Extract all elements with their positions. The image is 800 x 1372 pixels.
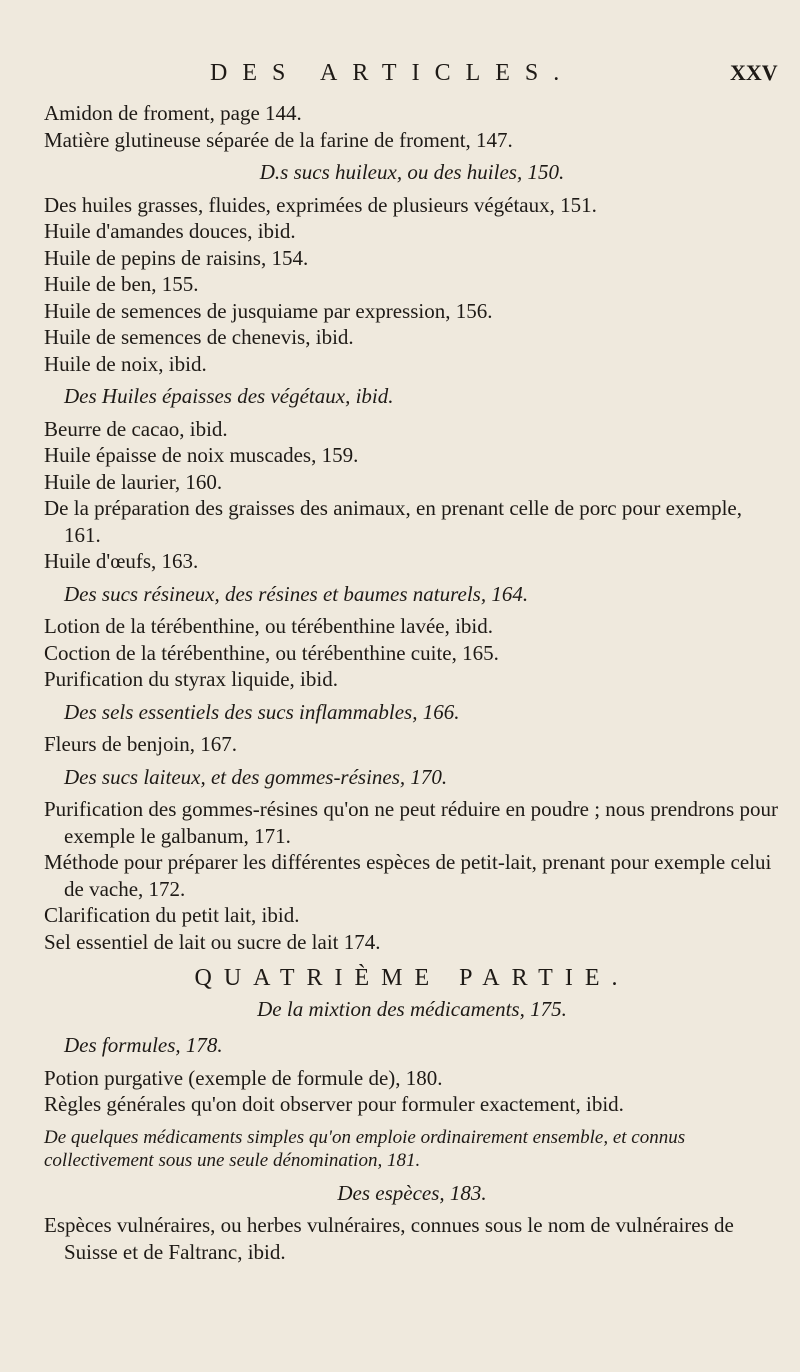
index-entry: Huile d'amandes douces, ibid.	[44, 219, 296, 243]
index-entry: Règles générales qu'on doit observer pour formuler exactement, ibid.	[44, 1092, 624, 1116]
index-entry: Lotion de la térébenthine, ou térébenthine lavée, ibid.	[44, 614, 493, 638]
index-entry: Beurre de cacao, ibid.	[44, 416, 228, 441]
index-entry: Huile épaisse de noix muscades, 159.	[44, 443, 359, 467]
index-entry: Huile de ben, 155.	[44, 272, 199, 296]
index-entry: Coction de la térébenthine, ou térébenthine cuite, 165.	[44, 640, 499, 665]
index-entry: Des huiles grasses, fluides, exprimées de plusieurs végétaux, 151.	[44, 192, 597, 217]
index-entry: Huile de pepins de raisins, 154.	[44, 245, 309, 270]
running-title: DES ARTICLES.	[210, 60, 575, 86]
index-entry: Sel essentiel de lait ou sucre de lait 174.	[44, 929, 381, 954]
section-heading: Des Huiles épaisses des végétaux, ibid.	[64, 384, 394, 408]
index-entry: Huile de laurier, 160.	[44, 469, 223, 494]
page-header	[0, 60, 800, 100]
index-entry: Amidon de froment, page 144.	[44, 101, 302, 125]
index-entry: Huile d'œufs, 163.	[44, 549, 199, 573]
index-entry: Méthode pour préparer les différentes espèces de petit-lait, prenant pour exemple celui de vache, 172.	[44, 850, 772, 901]
index-content	[44, 100, 780, 1265]
index-entry: Huile de semences de chenevis, ibid.	[44, 325, 354, 349]
index-entry: Matière glutineuse séparée de la farine de froment, 147.	[44, 127, 513, 152]
index-entry: Potion purgative (exemple de formule de), 180.	[44, 1065, 443, 1090]
index-list-part-three	[44, 100, 780, 955]
part-subheading: De la mixtion des médicaments, 175.	[257, 996, 567, 1021]
section-heading: Des sucs résineux, des résines et baumes naturels, 164.	[64, 581, 529, 606]
section-heading: Des espèces, 183.	[337, 1180, 487, 1205]
index-entry: Huile de noix, ibid.	[44, 351, 207, 376]
section-heading: D.s sucs huileux, ou des huiles, 150.	[259, 160, 565, 184]
index-entry: De la préparation des graisses des animaux, en prenant celle de porc pour exemple, 161.	[44, 496, 742, 547]
index-entry: Huile de semences de jusquiame par expression, 156.	[44, 298, 493, 323]
index-entry: Purification des gommes-résines qu'on ne peut réduire en poudre ; nous prendrons pour exemple le galbanum, 171.	[44, 797, 778, 848]
index-entry: De quelques médicaments simples qu'on emploie ordinairement ensemble, et connus collectivement sous une seule dénomination, 181.	[44, 1126, 686, 1171]
section-heading: Des sels essentiels des sucs inflammables, 166.	[64, 699, 460, 724]
index-list-part-four	[44, 1032, 780, 1265]
page-number: XXV	[730, 60, 778, 85]
index-entry: Espèces vulnéraires, ou herbes vulnéraires, connues sous le nom de vulnéraires de Suisse et de Faltranc, ibid.	[44, 1213, 734, 1264]
part-heading: QUATRIÈME PARTIE.	[194, 965, 630, 991]
index-entry: Purification du styrax liquide, ibid.	[44, 667, 338, 691]
index-entry: Fleurs de benjoin, 167.	[44, 732, 238, 756]
section-heading: Des sucs laiteux, et des gommes-résines, 170.	[64, 764, 448, 789]
index-entry: Clarification du petit lait, ibid.	[44, 903, 300, 927]
section-heading: Des formules, 178.	[64, 1033, 223, 1057]
